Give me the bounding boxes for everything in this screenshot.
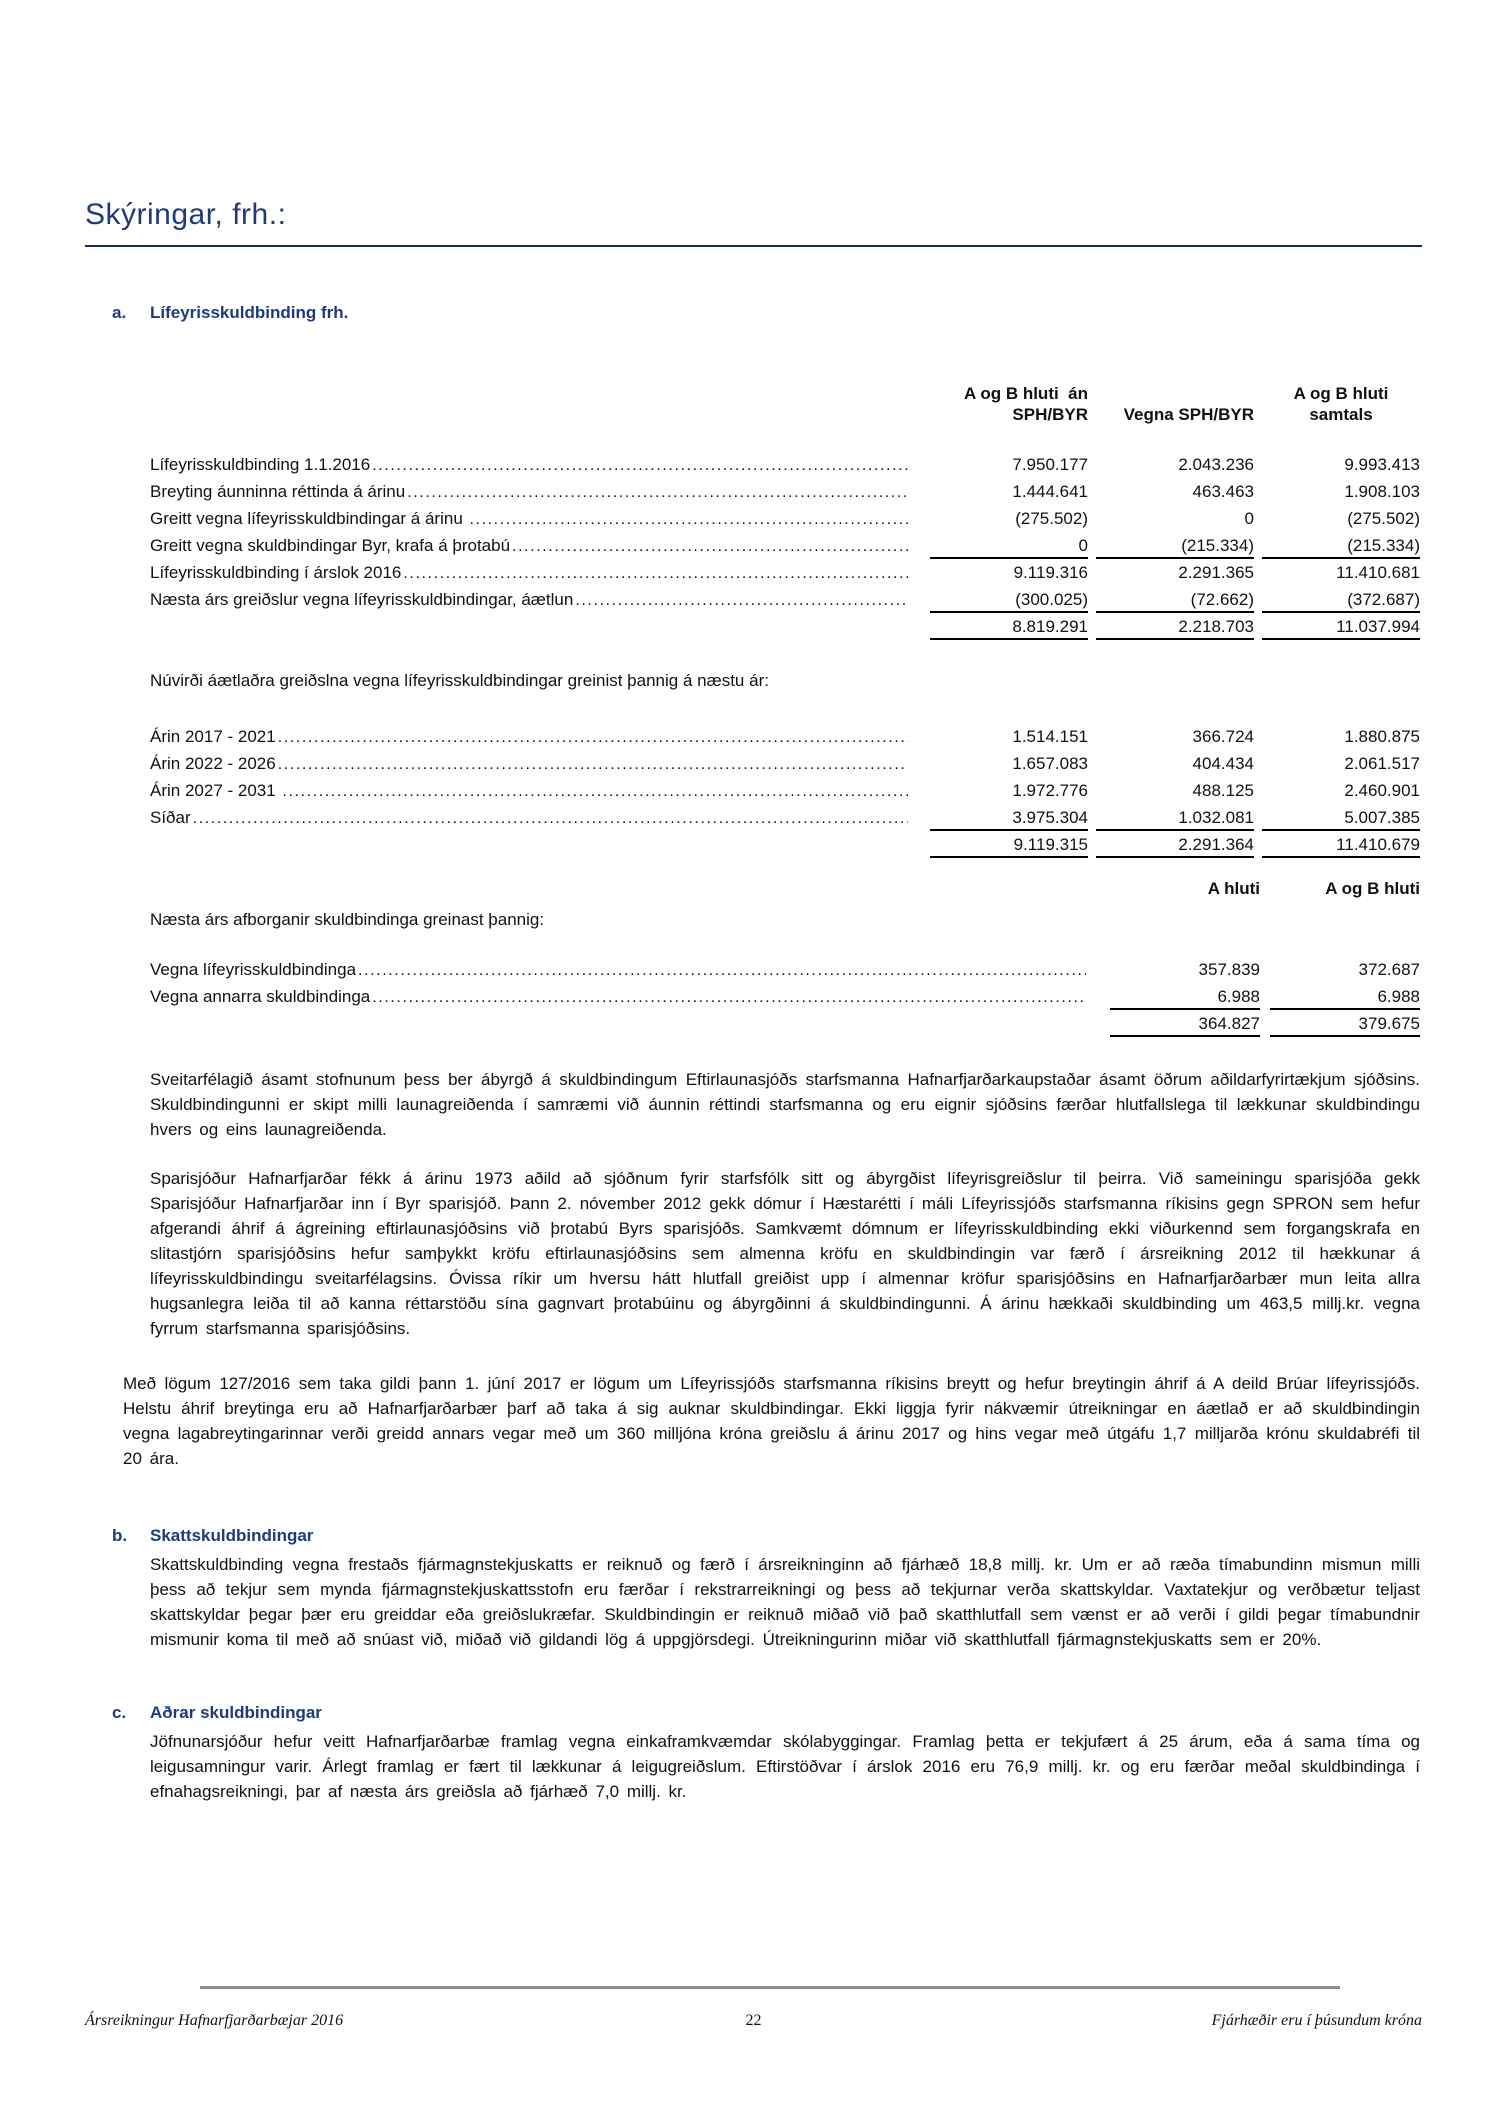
- paragraph-savings-bank: Sparisjóður Hafnarfjarðar fékk á árinu 1973 aðild að sjóðnum fyrir starfsfólk sitt og ábyrgðist lífeyrisgreiðslur til þeirra. Við sameiningu sparisjóða gekk Sparisjóður Hafnarfjarðar inn í Byr sparisjóð. Þann 2. nóvember 2012 gekk dómur í Hæstarétti í máli Lífeyrissjóðs starfsmanna ríkisins gegn SPRON sem hefur afgerandi áhrif á ágreining eftirlaunasjóðsins við þrotabú Byrs sparisjóðs. Samkvæmt dómnum er lífeyrisskuldbinding ekki viðurkennd sem forgangskrafa en slitastjórn sparisjóðsins hefur samþykkt kröfu eftirlaunasjóðsins sem almenna kröfu en skuldbindingin var færð í ársreikning 2012 til hækkunar á lífeyrisskuldbindingu sveitarfélagsins. Óvissa ríkir um hversu hátt hlutfall greiðist upp í almennar kröfur sparisjóðsins en Hafnarfjarðarbær mun leita allra hugsanlegra leiða til að kanna réttarstöðu sína gagnvart þrotabúinu og ábyrgðinni á skuldbindingunni. Á árinu hækkaði skuldbinding um 463,5 millj.kr. vegna fyrrum starfsmanna sparisjóðsins.: [150, 1169, 1420, 1338]
- total-value: 8.819.291: [930, 613, 1088, 640]
- table-row: [150, 983, 1420, 1010]
- total-value: 2.218.703: [1096, 613, 1254, 640]
- table-row: [150, 750, 1420, 777]
- dot-leader: [278, 723, 908, 750]
- cell-value: 2.043.236: [1178, 455, 1254, 474]
- cell-value: 1.880.875: [1344, 727, 1420, 746]
- page-footer: [85, 2012, 1422, 2030]
- row-label: Greitt vegna lífeyrisskuldbindingar á árinu: [150, 509, 468, 528]
- cell-value: 3.975.304: [930, 804, 1088, 831]
- cell-value: 1.908.103: [1344, 482, 1420, 501]
- paragraph-law-127-2016: Með lögum 127/2016 sem taka gildi þann 1. júní 2017 er lögum um Lífeyrissjóðs starfsmanna ríkisins breytt og hefur breytingin áhrif á A deild Brúar lífeyrissjóðs. Helstu áhrif breytinga eru að Hafnarfjarðarbær þarf að taka á sig auknar skuldbindingar. Ekki liggja fyrir nákvæmir útreikningar en áætlað er að skuldbindingin vegna lagabreytingarinnar verði greidd annars vegar með um 360 milljóna króna greiðslu á árinu 2017 og hins vegar með útgáfu 1,7 milljarða krónu skuldabréfi til 20 ára.: [123, 1374, 1420, 1468]
- installments-intro: Næsta árs afborganir skuldbindinga greinast þannig:: [150, 910, 545, 929]
- installments-header: [150, 878, 1420, 899]
- row-label: Vegna lífeyrisskuldbindinga: [150, 960, 357, 979]
- paragraph-tax-liability: Skattskuldbinding vegna frestaðs fjármagnstekjuskatts er reiknuð og færð í ársreikninginn að fjárhæð 18,8 millj. kr. Um er að ræða tímabundinn mismun milli þess að tekjur sem mynda fjármagnstekjuskattsstofn eru færðar í rekstrarreikningi og þess að tekjurnar verða skattskyldar. Vaxtatekjur og verðbætur teljast skattskyldar þegar þær eru greiddar eða greiðslukræfar. Skuldbindingin er reiknuð miðað við það skatthlutfall sem vænst er að verði í gildi þegar tímabundnir mismunir koma til með að snúast við, miðað við gildandi lög á uppgjörsdegi. Útreikningurinn miðar við skatthlutfall fjármagnstekjuskatts sem er 20%.: [150, 1555, 1420, 1649]
- paragraph-pension-liability: Sveitarfélagið ásamt stofnunum þess ber ábyrgð á skuldbindingum Eftirlaunasjóðs starfsmanna Hafnarfjarðarkaupstaðar ásamt öðrum aðildarfyrirtækjum sjóðsins. Skuldbindingunni er skipt milli launagreiðenda í samræmi við áunnin réttindi starfsmanna og eru eignir sjóðsins færðar hlutfallslega til lækkunar skuldbindingu hvers og eins launagreiðenda.: [150, 1070, 1420, 1139]
- dot-leader: [512, 532, 908, 559]
- cell-value: 6.988: [1270, 983, 1420, 1010]
- total-value: 11.037.994: [1262, 613, 1420, 640]
- cell-value: 1.032.081: [1096, 804, 1254, 831]
- table-total-row: [150, 613, 1420, 640]
- dot-leader: [358, 956, 1086, 983]
- table-row: [150, 956, 1420, 983]
- total-value: 9.119.315: [930, 831, 1088, 858]
- installments-table: [150, 878, 1420, 1037]
- table-row: [150, 532, 1420, 559]
- table-total-row: [150, 831, 1420, 858]
- table-row: [150, 723, 1420, 750]
- section-c: [112, 1700, 1420, 1804]
- footer-report-title: Ársreikningur Hafnarfjarðarbæjar 2016: [85, 2012, 344, 2029]
- cell-value: (275.502): [1015, 509, 1088, 528]
- section-b-label: b.: [112, 1526, 128, 1545]
- total-value: 364.827: [1110, 1010, 1260, 1037]
- installments-rows: [150, 956, 1420, 1037]
- footer-divider: [200, 1986, 1340, 1989]
- row-label: Greitt vegna skuldbindingar Byr, krafa á þrotabú: [150, 536, 511, 555]
- col2-header-line1: [1096, 383, 1254, 404]
- col1-header-line2: SPH/BYR: [1012, 405, 1088, 424]
- dot-leader: [282, 777, 908, 804]
- cell-value: 9.993.413: [1344, 455, 1420, 474]
- cell-value: (372.687): [1262, 586, 1420, 613]
- dot-leader: [193, 804, 908, 831]
- cell-value: 0: [930, 532, 1088, 559]
- total-value: 2.291.364: [1096, 831, 1254, 858]
- present-value-table: [150, 723, 1420, 858]
- pension-table-header: [150, 383, 1420, 425]
- table-row: [150, 777, 1420, 804]
- table-row: [150, 505, 1420, 532]
- dot-leader: [152, 831, 908, 858]
- row-label: Síðar: [150, 808, 191, 827]
- row-label: Lífeyrisskuldbinding 1.1.2016: [150, 455, 371, 474]
- cell-value: 7.950.177: [1012, 455, 1088, 474]
- total-value: 379.675: [1270, 1010, 1420, 1037]
- cell-value: (300.025): [930, 586, 1088, 613]
- cell-value: 463.463: [1192, 482, 1254, 501]
- dot-leader: [152, 1010, 1086, 1037]
- row-label: Vegna annarra skuldbindinga: [150, 987, 371, 1006]
- col2-header: A og B hluti: [1325, 879, 1420, 898]
- pension-table: [150, 451, 1420, 640]
- cell-value: 11.410.681: [1336, 563, 1420, 582]
- cell-value: 404.434: [1192, 754, 1254, 773]
- cell-value: 372.687: [1358, 960, 1420, 979]
- section-a: [112, 300, 1420, 1471]
- table-total-row: [150, 1010, 1420, 1037]
- header-spacer: [150, 878, 1100, 899]
- section-a-label: a.: [112, 303, 127, 322]
- cell-value: (72.662): [1096, 586, 1254, 613]
- dot-leader: [575, 586, 908, 613]
- paragraph-other-liabilities: Jöfnunarsjóður hefur veitt Hafnarfjarðarbæ framlag vegna einkaframkvæmdar skólabyggingar. Framlag þetta er tekjufært á 25 árum, eða á sama tíma og leigusamningur varir. Árlegt framlag er fært til lækkunar á leigugreiðslum. Eftirstöðvar í árslok 2016 eru 76,9 millj. kr. og eru færðar meðal skuldbindinga í efnahagsreikningi, þar af næsta árs greiðsla að fjárhæð 7,0 millj. kr.: [150, 1732, 1420, 1801]
- cell-value: 9.119.316: [1013, 563, 1088, 582]
- cell-value: (215.334): [1096, 532, 1254, 559]
- row-label: Árin 2017 - 2021: [150, 727, 276, 746]
- cell-value: 2.061.517: [1344, 754, 1420, 773]
- row-label: Lífeyrisskuldbinding í árslok 2016: [150, 563, 402, 582]
- section-b: [112, 1523, 1420, 1652]
- dot-leader: [470, 505, 909, 532]
- page-content: [112, 300, 1420, 1804]
- footer-page-number: 22: [745, 2012, 762, 2029]
- cell-value: 2.291.365: [1178, 563, 1254, 582]
- row-label: Breyting áunninna réttinda á árinu: [150, 482, 406, 501]
- table-row: [150, 804, 1420, 831]
- cell-value: 6.988: [1110, 983, 1260, 1010]
- footer-amounts-note: Fjárhæðir eru í þúsundum króna: [1211, 2012, 1422, 2029]
- section-b-heading: [112, 1523, 1420, 1548]
- cell-value: 357.839: [1198, 960, 1260, 979]
- col3-header-line1: A og B hluti: [1293, 384, 1389, 403]
- cell-value: 1.444.641: [1012, 482, 1088, 501]
- dot-leader: [152, 613, 908, 640]
- section-a-title: Lífeyrisskuldbinding frh.: [150, 303, 349, 322]
- cell-value: 1.657.083: [1012, 754, 1088, 773]
- cell-value: 5.007.385: [1262, 804, 1420, 831]
- dot-leader: [372, 983, 1086, 1010]
- pension-table-header-row2: [150, 404, 1420, 425]
- table-row: [150, 559, 1420, 586]
- section-c-title: Aðrar skuldbindingar: [150, 1703, 322, 1722]
- dot-leader: [278, 750, 908, 777]
- cell-value: 0: [1244, 509, 1254, 528]
- row-label: Næsta árs greiðslur vegna lífeyrisskuldbindingar, áætlun: [150, 590, 574, 609]
- row-label: Árin 2027 - 2031: [150, 781, 281, 800]
- table-row: [150, 586, 1420, 613]
- cell-value: 2.460.901: [1344, 781, 1420, 800]
- col2-header-line2: Vegna SPH/BYR: [1123, 405, 1254, 424]
- dot-leader: [407, 478, 908, 505]
- section-c-heading: [112, 1700, 1420, 1725]
- col3-header-line2: samtals: [1309, 405, 1373, 424]
- col1-header-line1: A og B hluti án: [963, 384, 1088, 403]
- section-a-heading: [112, 300, 1420, 325]
- cell-value: 366.724: [1192, 727, 1254, 746]
- header-spacer: [150, 404, 922, 425]
- total-value: 11.410.679: [1262, 831, 1420, 858]
- table-row: [150, 451, 1420, 478]
- cell-value: 1.514.151: [1012, 727, 1088, 746]
- section-c-label: c.: [112, 1703, 127, 1722]
- header-spacer: [150, 383, 922, 404]
- pension-table-header-row1: [150, 383, 1420, 404]
- row-label: Árin 2022 - 2026: [150, 754, 276, 773]
- section-b-title: Skattskuldbindingar: [150, 1526, 314, 1545]
- page-title-block: [85, 198, 1422, 247]
- col1-header: A hluti: [1207, 879, 1260, 898]
- dot-leader: [403, 559, 908, 586]
- present-value-intro: Núvirði áætlaðra greiðslna vegna lífeyrisskuldbindingar greinist þannig á næstu ár:: [150, 671, 769, 690]
- cell-value: 488.125: [1192, 781, 1254, 800]
- table-row: [150, 478, 1420, 505]
- cell-value: (275.502): [1347, 509, 1420, 528]
- dot-leader: [372, 451, 908, 478]
- cell-value: 1.972.776: [1012, 781, 1088, 800]
- page-title: Skýringar, frh.:: [85, 198, 287, 231]
- cell-value: (215.334): [1262, 532, 1420, 559]
